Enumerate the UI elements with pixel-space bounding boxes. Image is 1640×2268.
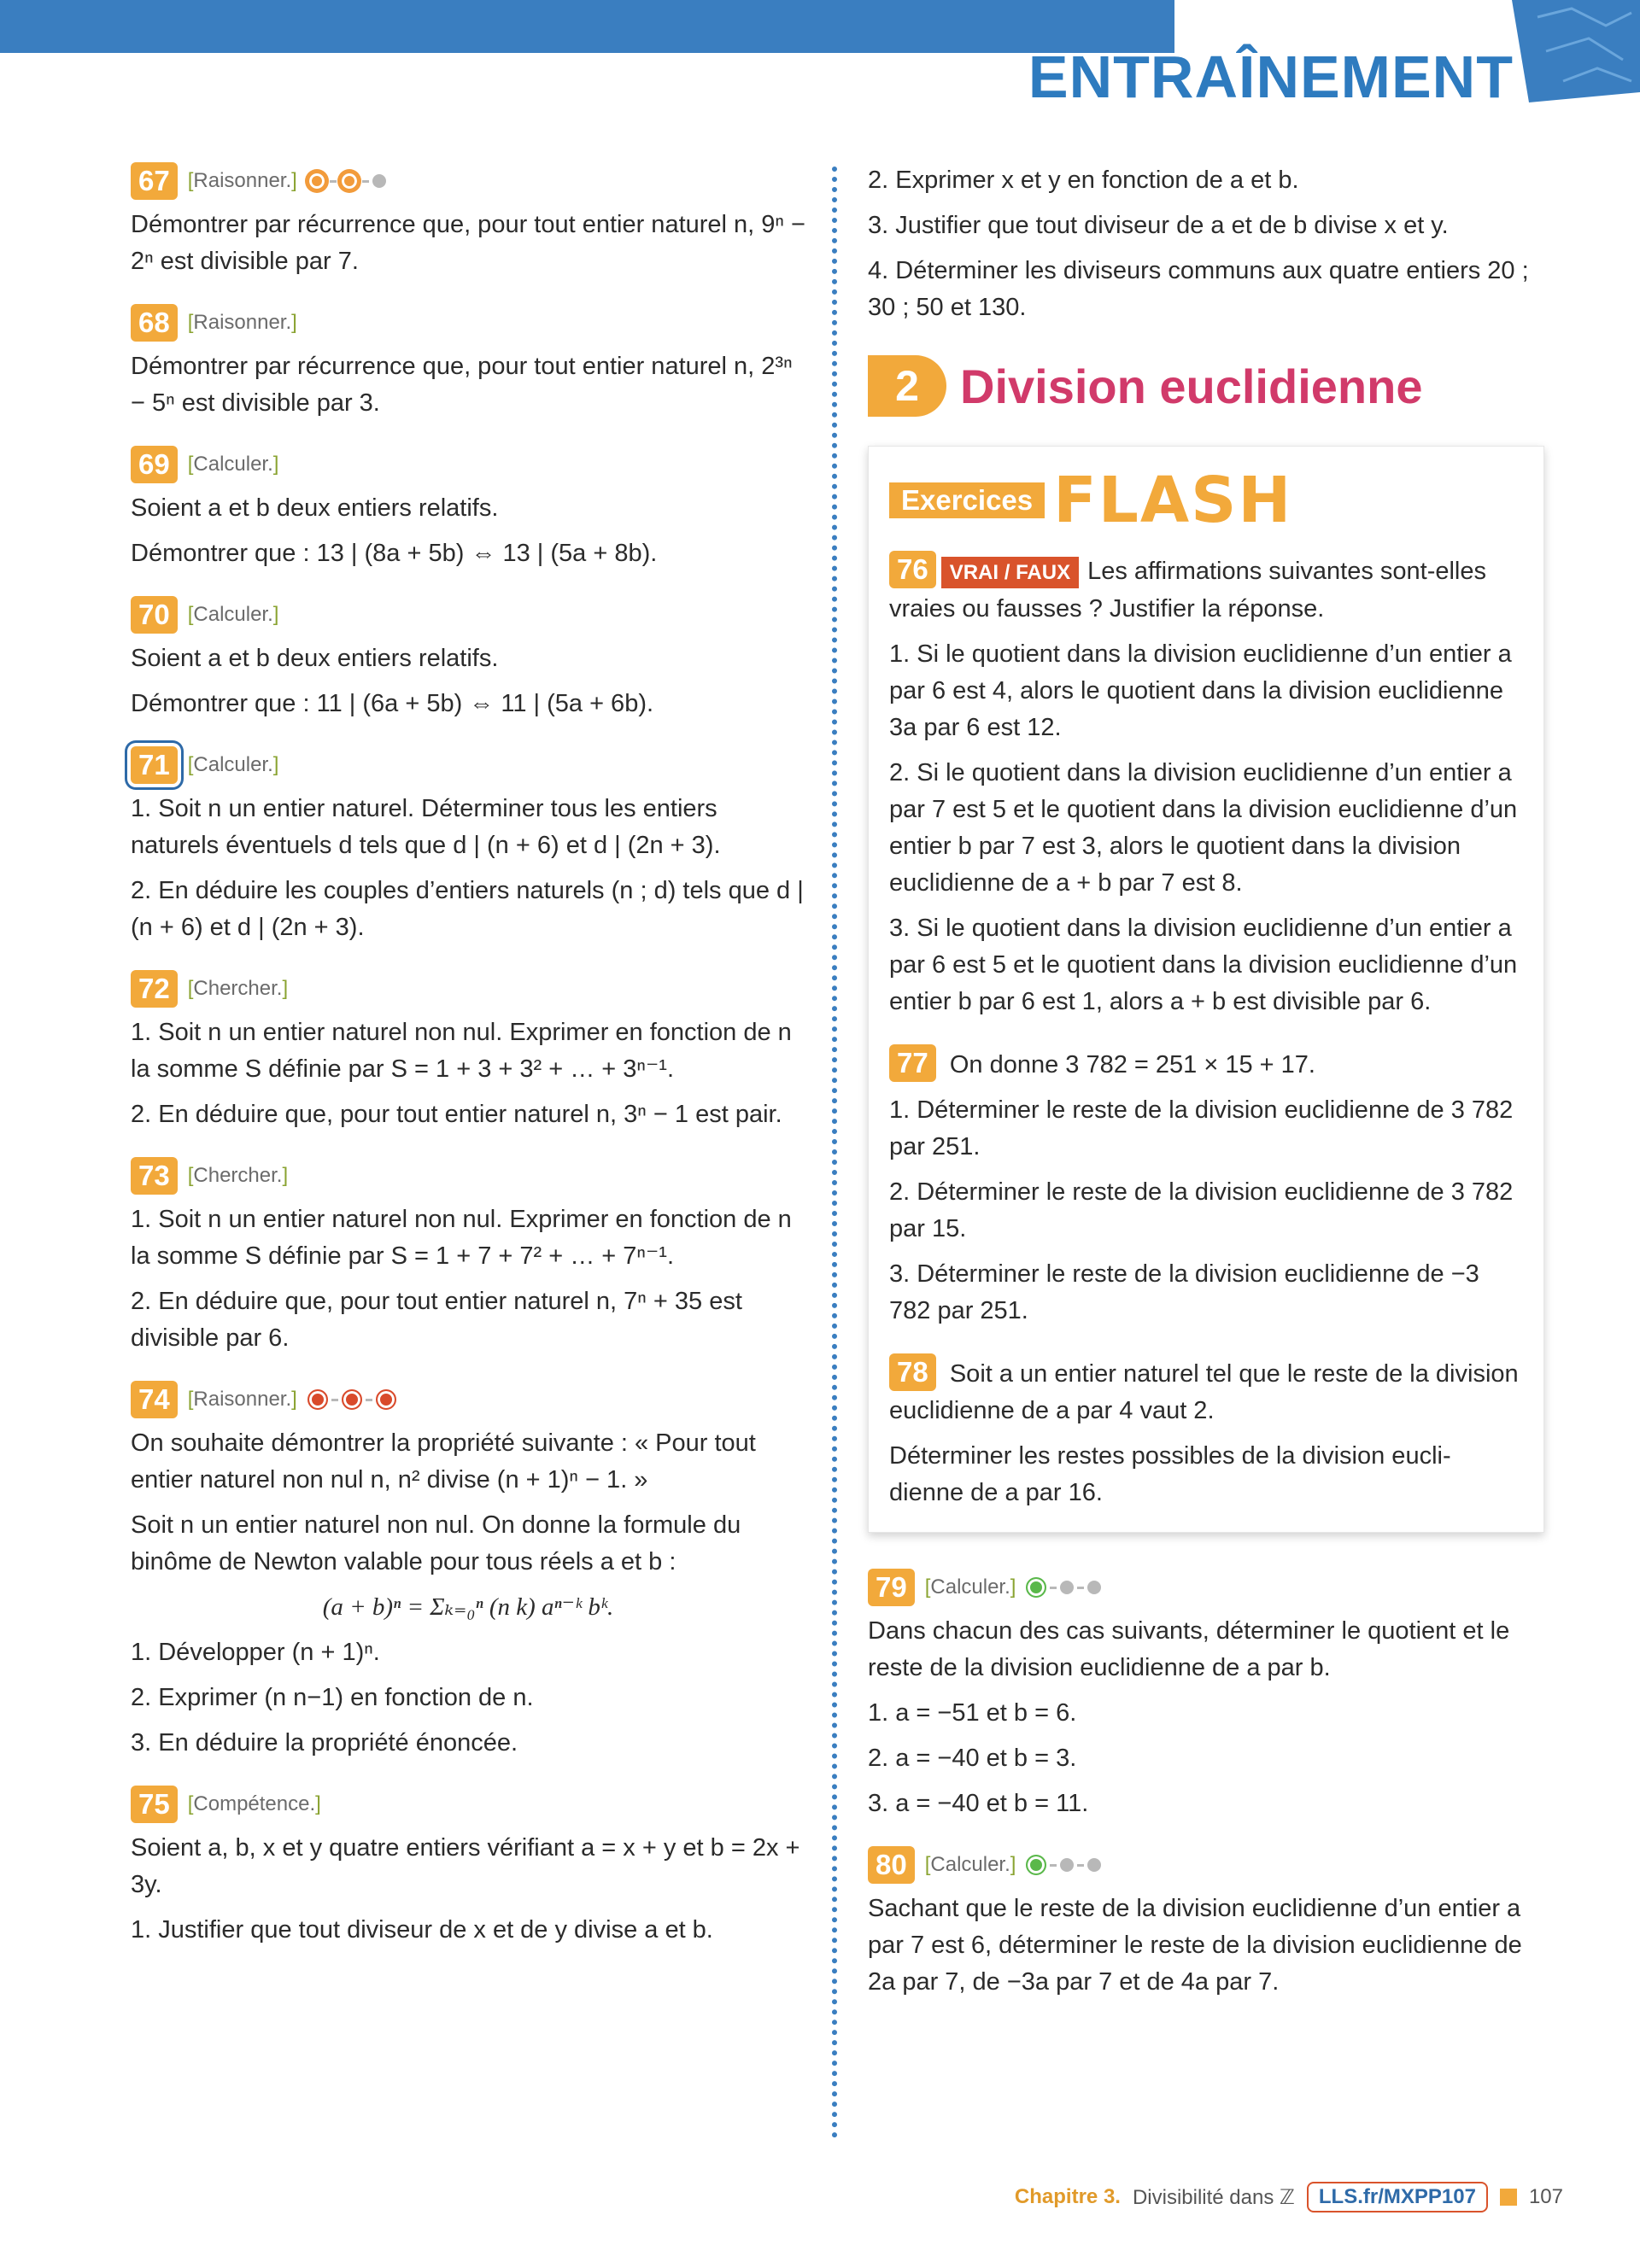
exercise-text: Sachant que le reste de la division euclidienne d’un entier a par 7 est 6, déterminer le reste de la division euclidienne de 2a par 7, de −3a par 7 et de 4a par 7. [868,1895,1522,1996]
top-banner [0,0,1174,53]
exercise-number: 75 [131,1786,178,1823]
exercise-75-continued [868,162,1543,326]
exercise-67 [131,162,805,280]
page-number: 107 [1528,2185,1563,2208]
left-column [131,162,805,1973]
exercise-number: 69 [131,446,178,483]
skill-tag: [Chercher.] [187,1164,289,1187]
exercise-number: 74 [131,1381,178,1418]
exercise-number: 70 [131,596,178,634]
exercise-text: Démontrer que : 13 | (8a + 5b) ⇔ 13 | (5a + 8b). [131,540,658,567]
exercise-text: On donne 3 782 = 251 × 15 + 17. [949,1051,1315,1078]
exercise-text: Soit n un entier naturel non nul. On donne la formule du binôme de Newton valable pour tous réels a et b : [131,1511,741,1575]
flash-word: FLASH [1053,464,1293,537]
section-heading: ENTRAÎNEMENT [1028,44,1514,110]
right-exercises [868,1569,1543,2001]
exercise-number: 71 [131,746,178,784]
flash-label: Exercices [889,482,1045,518]
skill-tag: [Calculer.] [924,1575,1016,1599]
chapter-label: Chapitre 3. [1014,2185,1121,2208]
exercise-text: 1. Déterminer le reste de la division euclidienne de 3 782 par 251. [889,1096,1514,1160]
exercise-text: 2. En déduire que, pour tout entier naturel n, 3ⁿ − 1 est pair. [131,1101,782,1128]
exercise-text: Déterminer les restes possibles de la division eucli-dienne de a par 16. [889,1442,1451,1506]
section-title [868,355,1543,417]
exercise-text: 3. Déterminer le reste de la division euclidienne de −3 782 par 251. [889,1260,1479,1324]
exercise-text: 1. Soit n un entier naturel non nul. Exprimer en fonction de n la somme S définie par S = 1 + 7 + 7² + … + 7ⁿ⁻¹. [131,1206,792,1270]
skill-tag: [Raisonner.] [187,311,297,334]
exercise-number: 76 [889,551,936,588]
exercise-text: Les affirmations suivantes sont-elles vraies ou fausses ? Justifier la réponse. [889,558,1486,623]
exercise-text: Démontrer par récurrence que, pour tout entier naturel n, 9ⁿ − 2ⁿ est divisible par 7. [131,211,805,275]
exercise-text: 1. Développer (n + 1)ⁿ. [131,1639,380,1666]
skill-tag: [Calculer.] [924,1853,1016,1876]
online-link[interactable]: LLS.fr/MXPP107 [1307,2182,1488,2212]
exercise-text: 4. Déterminer les diviseurs communs aux quatre entiers 20 ; 30 ; 50 et 130. [868,257,1529,321]
exercise-text: Soient a et b deux entiers relatifs. [131,494,499,522]
exercise-73 [131,1157,805,1357]
exercise-76 [889,551,1523,1020]
skill-tag: [Calculer.] [187,753,279,776]
corner-pattern-icon [1512,0,1640,102]
exercise-78 [889,1353,1523,1511]
exercise-text: 2. Déterminer le reste de la division euclidienne de 3 782 par 15. [889,1178,1514,1242]
exercise-70 [131,596,805,722]
exercise-71 [131,746,805,946]
exercise-74 [131,1381,805,1762]
exercise-text: 3. En déduire la propriété énoncée. [131,1729,518,1757]
exercise-80 [868,1846,1543,2001]
section-name: Division euclidienne [960,359,1423,413]
page-marker-icon [1500,2189,1517,2206]
exercise-text: Soient a et b deux entiers relatifs. [131,645,499,672]
skill-tag: [Chercher.] [187,977,289,1000]
exercise-text: 2. a = −40 et b = 3. [868,1745,1077,1772]
exercise-text: 2. En déduire les couples d’entiers naturels (n ; d) tels que d | (n + 6) et d | (2n + 3). [131,877,804,941]
skill-tag: [Calculer.] [187,603,279,626]
difficulty-dots-icon [1026,1855,1101,1875]
exercise-69 [131,446,805,572]
exercise-72 [131,970,805,1133]
exercise-text: Démontrer que : 11 | (6a + 5b) ⇔ 11 | (5a + 6b). [131,690,654,717]
exercise-text: 3. Justifier que tout diviseur de a et de b divise x et y. [868,212,1449,239]
difficulty-dots-icon [308,172,386,190]
flash-exercises-box [868,446,1544,1533]
exercise-number: 68 [131,304,178,342]
exercise-text: Dans chacun des cas suivants, déterminer le quotient et le reste de la division euclidienne de a par b. [868,1617,1510,1681]
exercise-text: Soient a, b, x et y quatre entiers vérifiant a = x + y et b = 2x + 3y. [131,1834,800,1898]
exercise-68 [131,304,805,422]
exercise-text: 2. Si le quotient dans la division euclidienne d’un entier a par 7 est 5 et le quotient dans la division euclidienne d’un entier b par 7 est 3, alors le quotient dans la division euclidienne de a + b par 7 est 8. [889,759,1518,897]
exercise-text: 3. a = −40 et b = 11. [868,1790,1089,1817]
exercise-text: 2. En déduire que, pour tout entier naturel n, 7ⁿ + 35 est divisible par 6. [131,1288,742,1352]
exercise-77 [889,1044,1523,1330]
exercise-text: 2. Exprimer (n n−1) en fonction de n. [131,1684,534,1711]
exercise-text: 1. Soit n un entier naturel. Déterminer tous les entiers naturels éventuels d tels que d | (n + 6) et d | (2n + 3). [131,795,721,859]
exercise-79 [868,1569,1543,1822]
skill-tag: [Raisonner.] [187,169,297,192]
exercise-text: Démontrer par récurrence que, pour tout entier naturel n, 2³ⁿ − 5ⁿ est divisible par 3. [131,353,793,417]
exercise-number: 77 [889,1044,936,1082]
exercise-number: 72 [131,970,178,1008]
skill-tag: [Calculer.] [187,453,279,476]
exercise-text: (a + b)ⁿ = Σₖ₌₀ⁿ (n k) aⁿ⁻ᵏ bᵏ. [322,1593,614,1621]
true-false-badge: VRAI / FAUX [941,557,1079,588]
skill-tag: [Compétence.] [187,1792,321,1815]
exercise-text: 1. a = −51 et b = 6. [868,1699,1077,1727]
exercise-text: On souhaite démontrer la propriété suivante : « Pour tout entier naturel non nul n, n² divise (n + 1)ⁿ − 1. » [131,1429,756,1493]
exercise-number: 73 [131,1157,178,1195]
exercise-text: 1. Justifier que tout diviseur de x et de y divise a et b. [131,1916,713,1944]
exercise-text: 2. Exprimer x et y en fonction de a et b. [868,167,1299,194]
right-column [868,162,1543,2025]
exercise-text: Soit a un entier naturel tel que le reste de la division euclidienne de a par 4 vaut 2. [889,1360,1519,1424]
chapter-title: Divisibilité dans ℤ [1132,2185,1295,2209]
exercise-text: 3. Si le quotient dans la division euclidienne d’un entier a par 6 est 5 et le quotient dans la division euclidienne d’un entier b par 6 est 1, alors a + b est divisible par 6. [889,915,1518,1015]
exercise-text: 1. Soit n un entier naturel non nul. Exprimer en fonction de n la somme S définie par S = 1 + 3 + 3² + … + 3ⁿ⁻¹. [131,1019,792,1083]
difficulty-dots-icon [1026,1577,1101,1598]
exercise-text: 1. Si le quotient dans la division euclidienne d’un entier a par 6 est 4, alors le quotient dans la division euclidienne 3a par 6 est 12. [889,640,1512,741]
skill-tag: [Raisonner.] [187,1388,297,1411]
section-number: 2 [868,355,946,417]
difficulty-dots-icon [308,1389,396,1410]
exercise-75 [131,1786,805,1949]
exercise-number: 67 [131,162,178,200]
page-footer [1015,2182,1563,2212]
column-divider [832,167,837,2139]
exercise-number: 80 [868,1846,915,1884]
exercise-number: 78 [889,1353,936,1391]
exercise-number: 79 [868,1569,915,1606]
